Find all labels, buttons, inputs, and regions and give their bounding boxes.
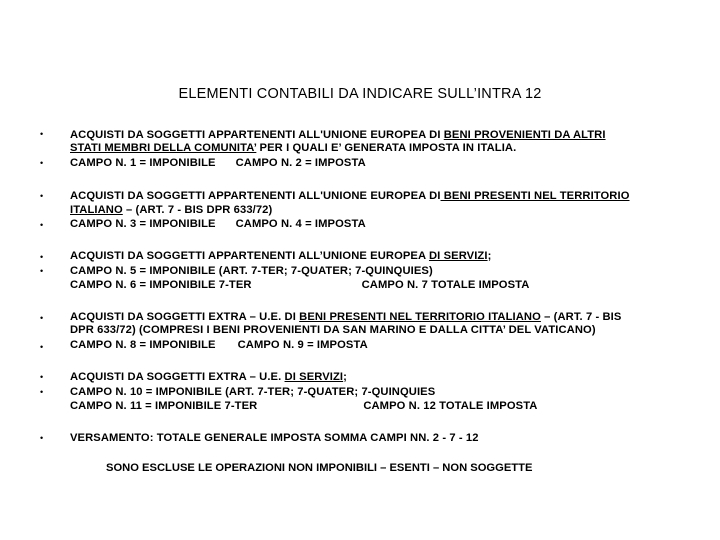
block-4-line-3: CAMPO N. 8 = IMPONIBILE CAMPO N. 9 = IMPOSTA [70, 339, 368, 351]
block-5-line-3: CAMPO N. 11 = IMPONIBILE 7-TER CAMPO N. 12 TOTALE IMPOSTA [70, 400, 538, 412]
block-5-line-2: CAMPO N. 10 = IMPONIBILE (ART. 7-TER; 7-QUATER; 7-QUINQUIES [70, 386, 436, 398]
block-1-line-1: ACQUISTI DA SOGGETTI APPARTENENTI ALL'UNIONE EUROPEA DI BENI PROVENIENTI DA ALTRI [70, 129, 606, 141]
bullet: • [40, 372, 44, 382]
bullet: • [40, 129, 44, 139]
bullet: • [40, 313, 44, 323]
footer-note: SONO ESCLUSE LE OPERAZIONI NON IMPONIBILI – ESENTI – NON SOGGETTE [106, 462, 533, 474]
block-5-line-1: ACQUISTI DA SOGGETTI EXTRA – U.E. DI SERVIZI; [70, 371, 347, 383]
block-3-line-1: ACQUISTI DA SOGGETTI APPARTENENTI ALL’UNIONE EUROPEA DI SERVIZI; [70, 250, 492, 262]
bullet: • [40, 252, 44, 262]
bullet: • [40, 387, 44, 397]
bullet: • [40, 220, 44, 230]
bullet: • [40, 342, 44, 352]
block-2-line-2: ITALIANO – (ART. 7 - BIS DPR 633/72) [70, 204, 273, 216]
block-6-line-1: VERSAMENTO: TOTALE GENERALE IMPOSTA SOMMA CAMPI NN. 2 - 7 - 12 [70, 432, 479, 444]
block-1-line-3: CAMPO N. 1 = IMPONIBILE CAMPO N. 2 = IMPOSTA [70, 157, 366, 169]
block-2-line-1: ACQUISTI DA SOGGETTI APPARTENENTI ALL'UNIONE EUROPEA DI BENI PRESENTI NEL TERRITORIO [70, 190, 630, 202]
bullet: • [40, 266, 44, 276]
bullet: • [40, 433, 44, 443]
block-4-line-1: ACQUISTI DA SOGGETTI EXTRA – U.E. DI BENI PRESENTI NEL TERRITORIO ITALIANO – (ART. 7 - BIS [70, 311, 622, 323]
bullet: • [40, 191, 44, 201]
block-3-line-2: CAMPO N. 5 = IMPONIBILE (ART. 7-TER; 7-QUATER; 7-QUINQUIES) [70, 265, 433, 277]
block-3-line-3: CAMPO N. 6 = IMPONIBILE 7-TER CAMPO N. 7 TOTALE IMPOSTA [70, 279, 530, 291]
block-4-line-2: DPR 633/72) (COMPRESI I BENI PROVENIENTI DA SAN MARINO E DALLA CITTA’ DEL VATICANO) [70, 324, 596, 336]
block-2-line-3: CAMPO N. 3 = IMPONIBILE CAMPO N. 4 = IMPOSTA [70, 218, 366, 230]
bullet: • [40, 158, 44, 168]
page-title: ELEMENTI CONTABILI DA INDICARE SULL’INTRA 12 [178, 86, 542, 102]
block-1-line-2: STATI MEMBRI DELLA COMUNITA’ PER I QUALI E’ GENERATA IMPOSTA IN ITALIA. [70, 142, 517, 154]
